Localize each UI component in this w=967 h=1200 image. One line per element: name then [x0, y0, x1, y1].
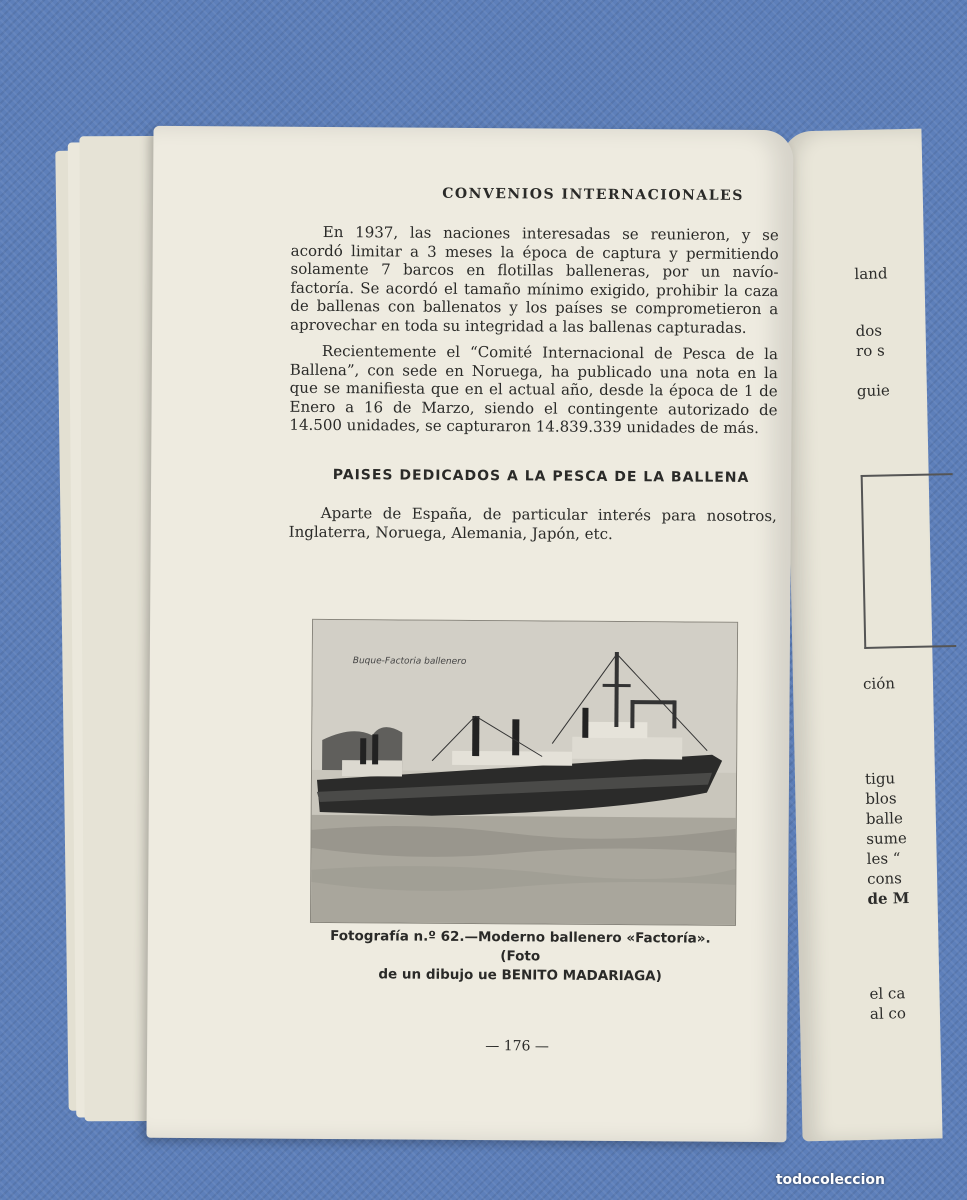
page-header: CONVENIOS INTERNACIONALES	[442, 185, 744, 204]
facing-page-text: cons	[866, 869, 903, 888]
facing-page-text: ro s	[855, 341, 885, 361]
facing-page-text: sume	[866, 829, 907, 848]
ship-photograph	[310, 619, 738, 926]
paragraph: En 1937, las naciones interesadas se reunieron, y se acordó limitar a 3 meses la época de captura y permitiendo solamente 7 barcos en flotillas balleneras, por un navío-factoría. Se acordó el tamaño mínimo exigido, prohibir la caza de ballenas con ballenatos y los países se comprometieron a aprovechar en toda su integridad a las ballenas capturadas.	[290, 222, 779, 337]
facing-page-text: el ca	[869, 984, 906, 1003]
facing-page-text: de M	[867, 889, 910, 908]
facing-page-text: guie	[856, 381, 891, 401]
section-title: PAISES DEDICADOS A LA PESCA DE LA BALLENA	[332, 467, 750, 486]
facing-page-text: al co	[869, 1004, 907, 1023]
caption-line: Fotografía n.º 62.—Moderno ballenero «Factoría». (Foto	[330, 928, 711, 965]
facing-page-text: land	[854, 264, 888, 284]
paragraph: Aparte de España, de particular interés para nosotros, Inglaterra, Noruega, Alemania, Japón, etc.	[288, 503, 777, 543]
facing-page-text: les “	[866, 849, 901, 868]
photo-inset-label: Buque-Factoria ballenero	[352, 656, 467, 667]
facing-page-text: tigu	[864, 769, 896, 788]
paragraph: Recientemente el “Comité Internacional de Pesca de la Ballena”, con sede en Noruega, ha publicado una nota en la que se manifiesta que en el actual año, desde la época de 1 de Enero a 16 de Marzo, siendo el contingente autorizado de 14.500 unidades, se capturaron 14.839.339 unidades de más.	[289, 341, 779, 438]
facing-page-text: blos	[865, 789, 897, 808]
page-number: — 176 —	[485, 1038, 549, 1055]
watermark-logo: todocoleccion	[775, 1172, 885, 1188]
book-page	[146, 126, 793, 1142]
facing-page-figure-frame	[861, 473, 957, 649]
facing-page-text: ción	[862, 674, 896, 693]
facing-page-text: balle	[865, 809, 904, 828]
caption-line: de un dibujo ue BENITO MADARIAGA)	[378, 966, 662, 985]
photo-caption	[318, 927, 723, 987]
facing-page-text: dos	[855, 321, 883, 341]
facing-page	[781, 129, 942, 1142]
